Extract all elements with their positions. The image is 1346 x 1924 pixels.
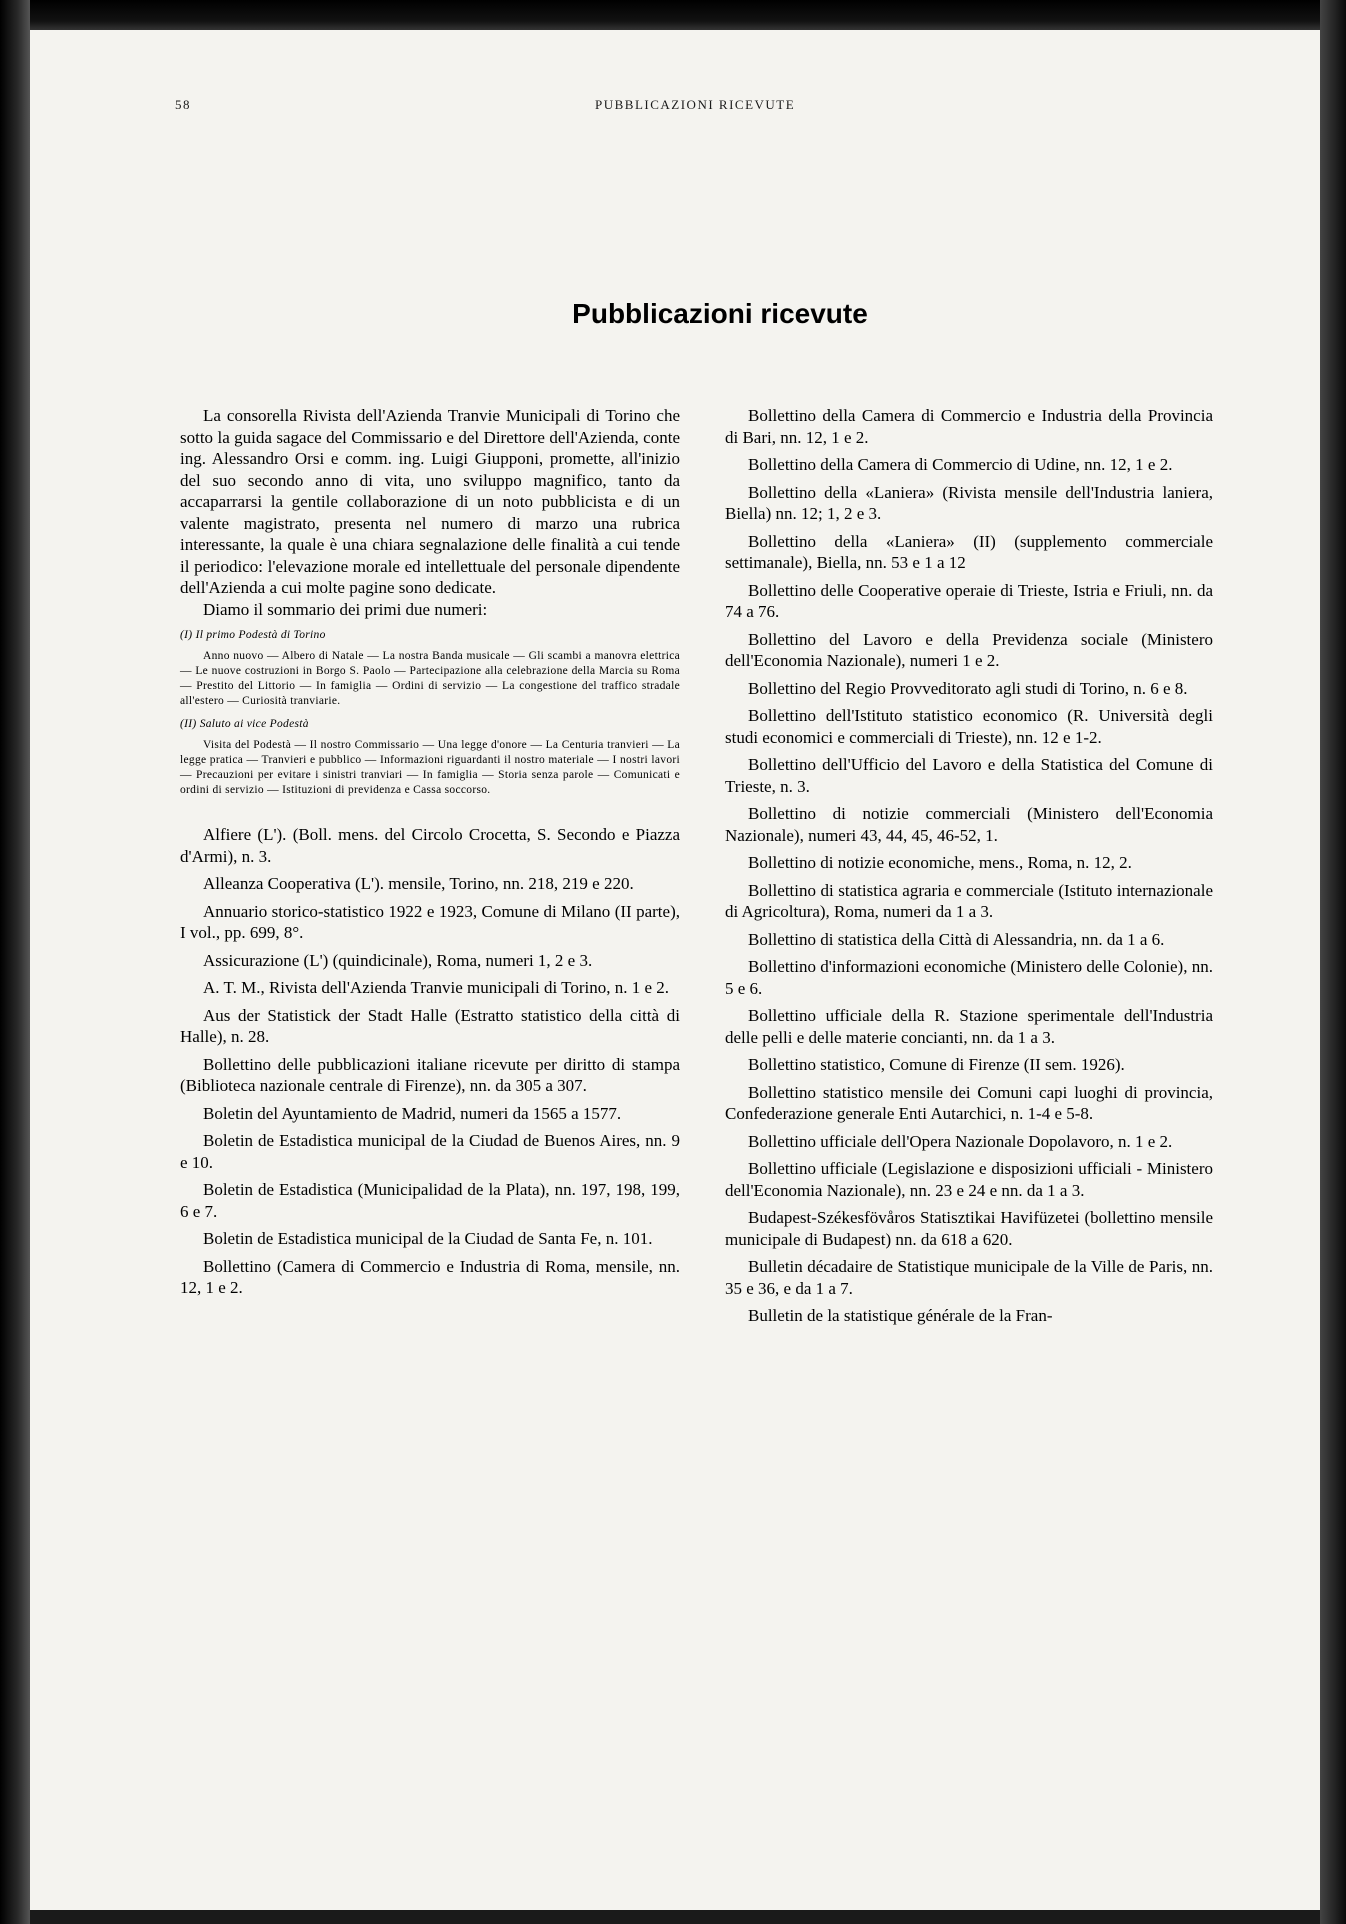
list-item: Bollettino ufficiale della R. Stazione sperimentale dell'Industria delle pelli e delle materie concianti, nn. da 1 a 3. bbox=[725, 1006, 1213, 1047]
list-item: Bulletin décadaire de Statistique municipale de la Ville de Paris, nn. 35 e 36, e da 1 a 7. bbox=[725, 1257, 1213, 1298]
running-title: PUBBLICAZIONI RICEVUTE bbox=[595, 97, 796, 112]
list-item: Boletin de Estadistica municipal de la Ciudad de Buenos Aires, nn. 9 e 10. bbox=[180, 1131, 680, 1172]
issue2-body: Visita del Podestà — Il nostro Commissario — Una legge d'onore — La Centuria tranvieri — La legge pratica — Tranvieri e pubblico — Informazioni riguardanti il nostro materiale — I nostri lavori — Precauzioni per evitare i sinistri tranviari — In famiglia — Storia senza parole — Comunicati e ordini di servizio — Istituzioni di previdenza e Cassa soccorso. bbox=[180, 739, 680, 796]
page-number: 58 bbox=[175, 97, 191, 112]
list-item: Annuario storico-statistico 1922 e 1923, Comune di Milano (II parte), I vol., pp. 699, 8°. bbox=[180, 901, 680, 942]
list-item: Boletin de Estadistica municipal de la Ciudad de Santa Fe, n. 101. bbox=[203, 1229, 653, 1248]
list-item: Bollettino di statistica agraria e commerciale (Istituto internazionale di Agricoltura), Roma, numeri da 1 a 3. bbox=[725, 880, 1213, 921]
summary-lead: Diamo il sommario dei primi due numeri: bbox=[203, 599, 488, 619]
list-item: Bollettino d'informazioni economiche (Ministero delle Colonie), nn. 5 e 6. bbox=[725, 957, 1213, 998]
issue1-heading: (I) Il primo Podestà di Torino bbox=[180, 629, 326, 641]
scan-border-right bbox=[1320, 0, 1346, 1924]
list-item: Bollettino della «Laniera» (Rivista mensile dell'Industria laniera, Biella) nn. 12; 1, 2 e 3. bbox=[725, 482, 1213, 523]
list-item: Bollettino dell'Istituto statistico economico (R. Università degli studi economici e commerciali di Trieste), nn. 12 e 1-2. bbox=[725, 706, 1213, 747]
left-column bbox=[180, 405, 680, 1305]
list-item: Bollettino del Regio Provveditorato agli studi di Torino, n. 6 e 8. bbox=[748, 678, 1188, 698]
list-item: Bulletin de la statistique générale de la Fran- bbox=[748, 1306, 1053, 1325]
page-title: Pubblicazioni ricevute bbox=[572, 298, 868, 329]
list-item: Bollettino di notizie commerciali (Ministero dell'Economia Nazionale), numeri 43, 44, 45, 46-52, 1. bbox=[725, 804, 1213, 845]
list-item: Aus der Statistick der Stadt Halle (Estratto statistico della città di Halle), n. 28. bbox=[180, 1005, 680, 1046]
right-column bbox=[725, 405, 1213, 1333]
list-item: Bollettino della Camera di Commercio e Industria della Provincia di Bari, nn. 12, 1 e 2. bbox=[725, 406, 1213, 447]
list-item: Bollettino della Camera di Commercio di Udine, nn. 12, 1 e 2. bbox=[748, 455, 1173, 474]
list-item: Bollettino del Lavoro e della Previdenza sociale (Ministero dell'Economia Nazionale), numeri 1 e 2. bbox=[725, 629, 1213, 670]
list-item: Bollettino dell'Ufficio del Lavoro e della Statistica del Comune di Trieste, n. 3. bbox=[725, 755, 1213, 796]
list-item: Alleanza Cooperativa (L'). mensile, Torino, nn. 218, 219 e 220. bbox=[203, 874, 634, 893]
list-item: Boletin de Estadistica (Municipalidad de la Plata), nn. 197, 198, 199, 6 e 7. bbox=[180, 1180, 680, 1221]
list-item: Bollettino delle pubblicazioni italiane ricevute per diritto di stampa (Biblioteca nazionale centrale di Firenze), nn. da 305 a 307. bbox=[180, 1054, 680, 1095]
left-entries bbox=[180, 824, 680, 1299]
list-item: Assicurazione (L') (quindicinale), Roma, numeri 1, 2 e 3. bbox=[203, 950, 593, 970]
list-item: Budapest-Székesfövåros Statisztikai Havifüzetei (bollettino mensile municipale di Budapest) nn. da 618 a 620. bbox=[725, 1208, 1213, 1249]
list-item: Bollettino della «Laniera» (II) (supplemento commerciale settimanale), Biella, nn. 53 e 1 a 12 bbox=[725, 531, 1213, 572]
intro-paragraph: La consorella Rivista dell'Azienda Tranvie Municipali di Torino che sotto la guida sagace del Commissario e del Direttore dell'Azienda, conte ing. Alessandro Orsi e comm. ing. Luigi Giupponi, promette, all'inizio del suo secondo anno di vita, uno sviluppo magnifico, tanto da accaparrarsi la gentile collaborazione di un noto pubblicista e di un valente magistrato, presenta nel numero di marzo una rubrica interessante, la quale è una chiara segnalazione delle finalità a cui tende il periodico: l'elevazione morale ed intellettuale del personale dipendente dell'Azienda a cui molte pagine sono dedicate. bbox=[180, 406, 680, 597]
issue2-heading: (II) Saluto ai vice Podestà bbox=[180, 718, 309, 730]
running-head bbox=[175, 93, 1180, 119]
list-item: Bollettino ufficiale dell'Opera Nazionale Dopolavoro, n. 1 e 2. bbox=[748, 1131, 1173, 1151]
list-item: Boletin del Ayuntamiento de Madrid, numeri da 1565 a 1577. bbox=[203, 1103, 622, 1123]
list-item: Alfiere (L'). (Boll. mens. del Circolo Crocetta, S. Secondo e Piazza d'Armi), n. 3. bbox=[180, 825, 680, 866]
list-item: A. T. M., Rivista dell'Azienda Tranvie municipali di Torino, n. 1 e 2. bbox=[203, 978, 670, 997]
list-item: Bollettino statistico mensile dei Comuni capi luoghi di provincia, Confederazione generale Enti Autarchici, n. 1-4 e 5-8. bbox=[725, 1082, 1213, 1123]
list-item: Bollettino ufficiale (Legislazione e disposizioni ufficiali - Ministero dell'Economia Nazionale), nn. 23 e 24 e nn. da 1 a 3. bbox=[725, 1159, 1213, 1200]
list-item: Bollettino di notizie economiche, mens., Roma, n. 12, 2. bbox=[748, 853, 1132, 872]
scan-border-top bbox=[0, 0, 1346, 30]
scan-border-left bbox=[0, 0, 30, 1924]
issue1-body: Anno nuovo — Albero di Natale — La nostra Banda musicale — Gli scambi a manovra elettrica — Le nuove costruzioni in Borgo S. Paolo — Partecipazione alla celebrazione della Marcia su Roma — Prestito del Littorio — In famiglia — Ordini di servizio — La congestione del traffico stradale all'estero — Curiosità tranviarie. bbox=[180, 650, 680, 707]
list-item: Bollettino (Camera di Commercio e Industria di Roma, mensile, nn. 12, 1 e 2. bbox=[180, 1256, 680, 1297]
list-item: Bollettino delle Cooperative operaie di Trieste, Istria e Friuli, nn. da 74 a 76. bbox=[725, 580, 1213, 621]
list-item: Bollettino di statistica della Città di Alessandria, nn. da 1 a 6. bbox=[748, 929, 1165, 949]
list-item: Bollettino statistico, Comune di Firenze (II sem. 1926). bbox=[748, 1055, 1125, 1074]
